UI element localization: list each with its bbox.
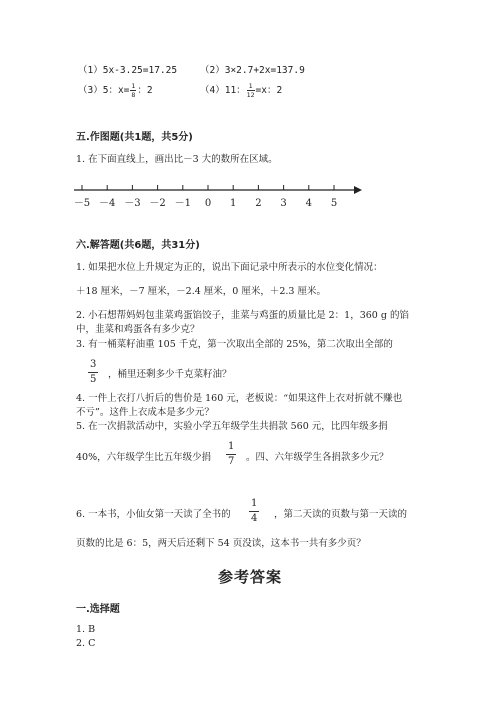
- number-line-tick-label: 5: [330, 198, 338, 209]
- answer-2: 2. C: [76, 638, 96, 649]
- number-line-tick-label: 2: [255, 198, 262, 209]
- section-6-q6-line2: 页数的比是 6：5，两天后还剩下 54 页没读，这本书一共有多少页？: [76, 538, 366, 549]
- answer-1: 1. B: [76, 624, 96, 635]
- fraction-numerator: 1: [249, 499, 259, 512]
- equation-3-fraction: [130, 83, 136, 99]
- number-line-tick-label: 3: [280, 198, 287, 209]
- section-6-q6-line1b: ，第二天读的页数与第一天读的: [274, 509, 408, 520]
- section-6-q2-line2: 中，韭菜和鸡蛋各有多少克？: [76, 324, 200, 335]
- number-line-arrow-icon: [354, 186, 362, 194]
- fraction-denominator: 7: [228, 456, 235, 467]
- equation-3-left: （3）5：x=: [78, 85, 130, 96]
- equation-2: （2）3×2.7+2x=137.9: [200, 65, 305, 76]
- equation-4: [200, 82, 282, 99]
- section-6-heading: 六.解答题(共6题，共31分): [76, 240, 200, 251]
- answers-section-heading: 一.选择题: [76, 604, 120, 615]
- section-6-q5-line1: 5. 在一次捐款活动中，实验小学五年级学生共捐款 560 元，比四年级多捐: [76, 421, 388, 432]
- number-line-tick-label: －3: [124, 198, 141, 209]
- number-line-tick-label: －2: [149, 198, 166, 209]
- section-6-q3-fraction: [88, 360, 98, 385]
- fraction-denominator: 4: [251, 513, 258, 524]
- section-6-q3-line1: 3. 有一桶菜籽油重 105 千克，第一次取出全部的 25%，第二次取出全部的: [76, 339, 393, 350]
- section-5-heading: 五.作图题(共1题，共5分): [76, 132, 193, 143]
- fraction-numerator: 1: [131, 81, 136, 90]
- section-6-q4-line1: 4. 一件上衣打八折后的售价是 160 元，老板说：“如果这件上衣对折就不赚也: [76, 393, 403, 404]
- fraction-denominator: 8: [131, 91, 136, 99]
- number-line-tick-label: －5: [73, 198, 91, 209]
- number-line-tick-label: 0: [204, 198, 212, 209]
- section-6-q2-line1: 2. 小石想帮妈妈包韭菜鸡蛋馅饺子，韭菜与鸡蛋的质量比是 2：1，360 g 的馅: [76, 310, 409, 321]
- fraction-denominator: 5: [90, 374, 97, 385]
- number-line-tick-label: 1: [230, 198, 237, 209]
- section-5-question-1: 1. 在下面直线上，画出比－3 大的数所在区域。: [76, 154, 278, 165]
- equation-3-right: ：2: [137, 85, 153, 96]
- fraction-numerator: 1: [248, 81, 253, 90]
- section-6-q6-fraction: [249, 499, 259, 524]
- section-6-q4-line2: 不亏”。这件上衣成本是多少元？: [76, 407, 214, 418]
- equation-1: （1）5x-3.25=17.25: [78, 65, 178, 76]
- section-6-q1-line1: 1. 如果把水位上升规定为正的，说出下面记录中所表示的水位变化情况：: [76, 262, 383, 273]
- equation-4-fraction: [247, 83, 255, 99]
- section-6-q5-line2a: 40%，六年级学生比五年级少捐: [76, 452, 212, 463]
- equation-4-left: （4）11：: [200, 85, 246, 96]
- fraction-numerator: 3: [88, 360, 98, 373]
- number-line-tick-label: －4: [99, 198, 116, 209]
- number-line: [70, 180, 370, 220]
- section-6-q5-line2b: 。四、六年级学生各捐款多少元？: [246, 452, 389, 463]
- number-line-tick-label: －1: [174, 198, 191, 209]
- equation-3: [78, 82, 153, 99]
- fraction-numerator: 1: [226, 442, 236, 455]
- number-line-tick-label: 4: [305, 198, 312, 209]
- section-6-q3-line2: ，桶里还剩多少千克菜籽油？: [108, 369, 232, 380]
- section-6-q5-fraction: [226, 442, 236, 467]
- section-6-q6-line1a: 6. 一本书，小仙女第一天读了全书的: [76, 509, 231, 520]
- fraction-denominator: 12: [246, 91, 255, 99]
- answers-title: 参考答案: [217, 568, 282, 586]
- equation-4-right: =x：2: [255, 85, 283, 96]
- section-6-q1-line2: ＋18 厘米，－7 厘米，－2.4 厘米，0 厘米，＋2.3 厘米。: [76, 286, 326, 297]
